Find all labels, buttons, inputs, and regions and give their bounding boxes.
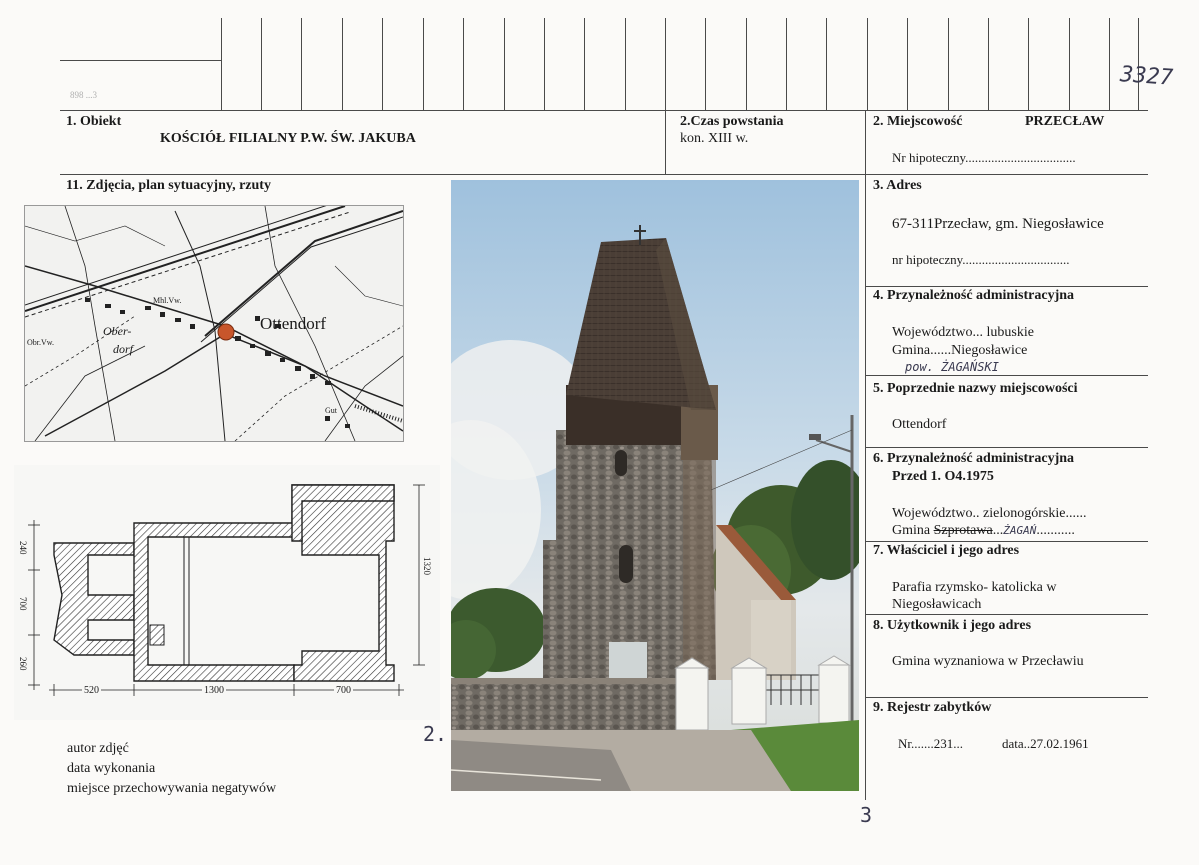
plan-dim-700-left: 700 [18, 597, 28, 611]
sep-8 [865, 614, 1148, 615]
floor-plan-drawing [14, 465, 440, 720]
admin-label: 4. Przynależność administracyjna [873, 288, 1075, 303]
register-label: 9. Rejestr zabytków [873, 700, 992, 715]
map-drawing [25, 206, 403, 441]
user-label: 8. Użytkownik i jego adres [873, 618, 1032, 633]
plan-dim-520: 520 [84, 685, 99, 696]
time-column-divider [665, 110, 666, 174]
admin-gmina: Gmina......Niegosławice [892, 343, 1028, 358]
register-nr: Nr.......231... [898, 736, 963, 751]
row1-top-line [60, 110, 1148, 111]
object-value: KOŚCIÓŁ FILIALNY P.W. ŚW. JAKUBA [160, 131, 416, 146]
locality-value: PRZECŁAW [1025, 114, 1105, 129]
situation-map [24, 205, 404, 442]
address-value: 67-311Przecław, gm. Niegosławice [892, 216, 1104, 232]
admin-powiat-handwritten: pow. ŻAGAŃSKI [905, 360, 999, 374]
owner-label: 7. Właściciel i jego adres [873, 543, 1020, 558]
map-label-mhl: Mhl.Vw. [153, 296, 182, 305]
user-value: Gmina wyznaniowa w Przecławiu [892, 654, 1084, 669]
owner-line2: Niegosławicach [892, 597, 982, 612]
sep-4 [865, 286, 1148, 287]
admin-before-gmina-handwritten: ŻAGAŃ [1003, 524, 1037, 537]
plan-dim-240: 240 [18, 541, 28, 555]
object-label: 1. Obiekt [66, 114, 122, 129]
owner-line1: Parafia rzymsko- katolicka w [892, 580, 1057, 595]
register-date: data..27.02.1961 [1002, 736, 1089, 751]
locality-label: 2. Miejscowość [873, 114, 963, 129]
map-label-gut: Gut [325, 406, 337, 415]
photo-storage: miejsce przechowywania negatywów [67, 781, 277, 796]
admin-before-gmina-struck: Szprotawa [933, 523, 993, 538]
sep-9 [865, 697, 1148, 698]
address-mortgage: nr hipoteczny................................. [892, 252, 1070, 267]
row1-bottom-line [60, 174, 1148, 175]
plan-dim-260: 260 [18, 657, 28, 671]
map-label-obr: Obr.Vw. [27, 338, 55, 347]
time-label: 2.Czas powstania [680, 114, 784, 129]
floor-plan [14, 465, 440, 720]
former-names-label: 5. Poprzednie nazwy miejscowości [873, 381, 1078, 396]
plan-dim-1300: 1300 [204, 685, 224, 696]
map-label-dorf: dorf [113, 342, 134, 356]
admin-before-label: 6. Przynależność administracyjna [873, 451, 1075, 466]
photo-number: 2. [423, 722, 448, 746]
admin-before-gmina-prefix: Gmina [892, 523, 934, 538]
header-faint-code: 898 ...3 [70, 90, 97, 100]
admin-before-voivodeship: Województwo.. zielonogórskie...... [892, 506, 1087, 521]
locality-mortgage: Nr hipoteczny.................................. [892, 150, 1076, 165]
address-label: 3. Adres [873, 178, 922, 193]
church-photo-drawing [451, 180, 859, 791]
sep-6 [865, 447, 1148, 448]
time-value: kon. XIII w. [680, 131, 749, 146]
photo-author: autor zdjęć [67, 741, 129, 756]
admin-before-gmina-dots1: ... [992, 523, 1004, 538]
former-names-value: Ottendorf [892, 417, 947, 432]
sep-5 [865, 375, 1148, 376]
sep-7 [865, 541, 1148, 542]
map-label-ottendorf: Ottendorf [260, 314, 327, 333]
catalog-number: 3327 [1119, 62, 1174, 91]
photo-date: data wykonania [67, 761, 156, 776]
page-number: 3 [860, 803, 873, 827]
admin-before-gmina [892, 523, 1075, 539]
admin-before-sub: Przed 1. O4.1975 [892, 469, 994, 484]
map-label-ober: Ober- [103, 324, 132, 338]
plan-dim-1320: 1320 [422, 557, 432, 575]
admin-voivodeship: Województwo... lubuskie [892, 325, 1034, 340]
church-photo [451, 180, 859, 791]
plan-dim-700-bottom: 700 [336, 685, 351, 696]
photos-section-label: 11. Zdjęcia, plan sytuacyjny, rzuty [66, 178, 271, 193]
admin-before-gmina-dots: ........... [1036, 523, 1075, 538]
